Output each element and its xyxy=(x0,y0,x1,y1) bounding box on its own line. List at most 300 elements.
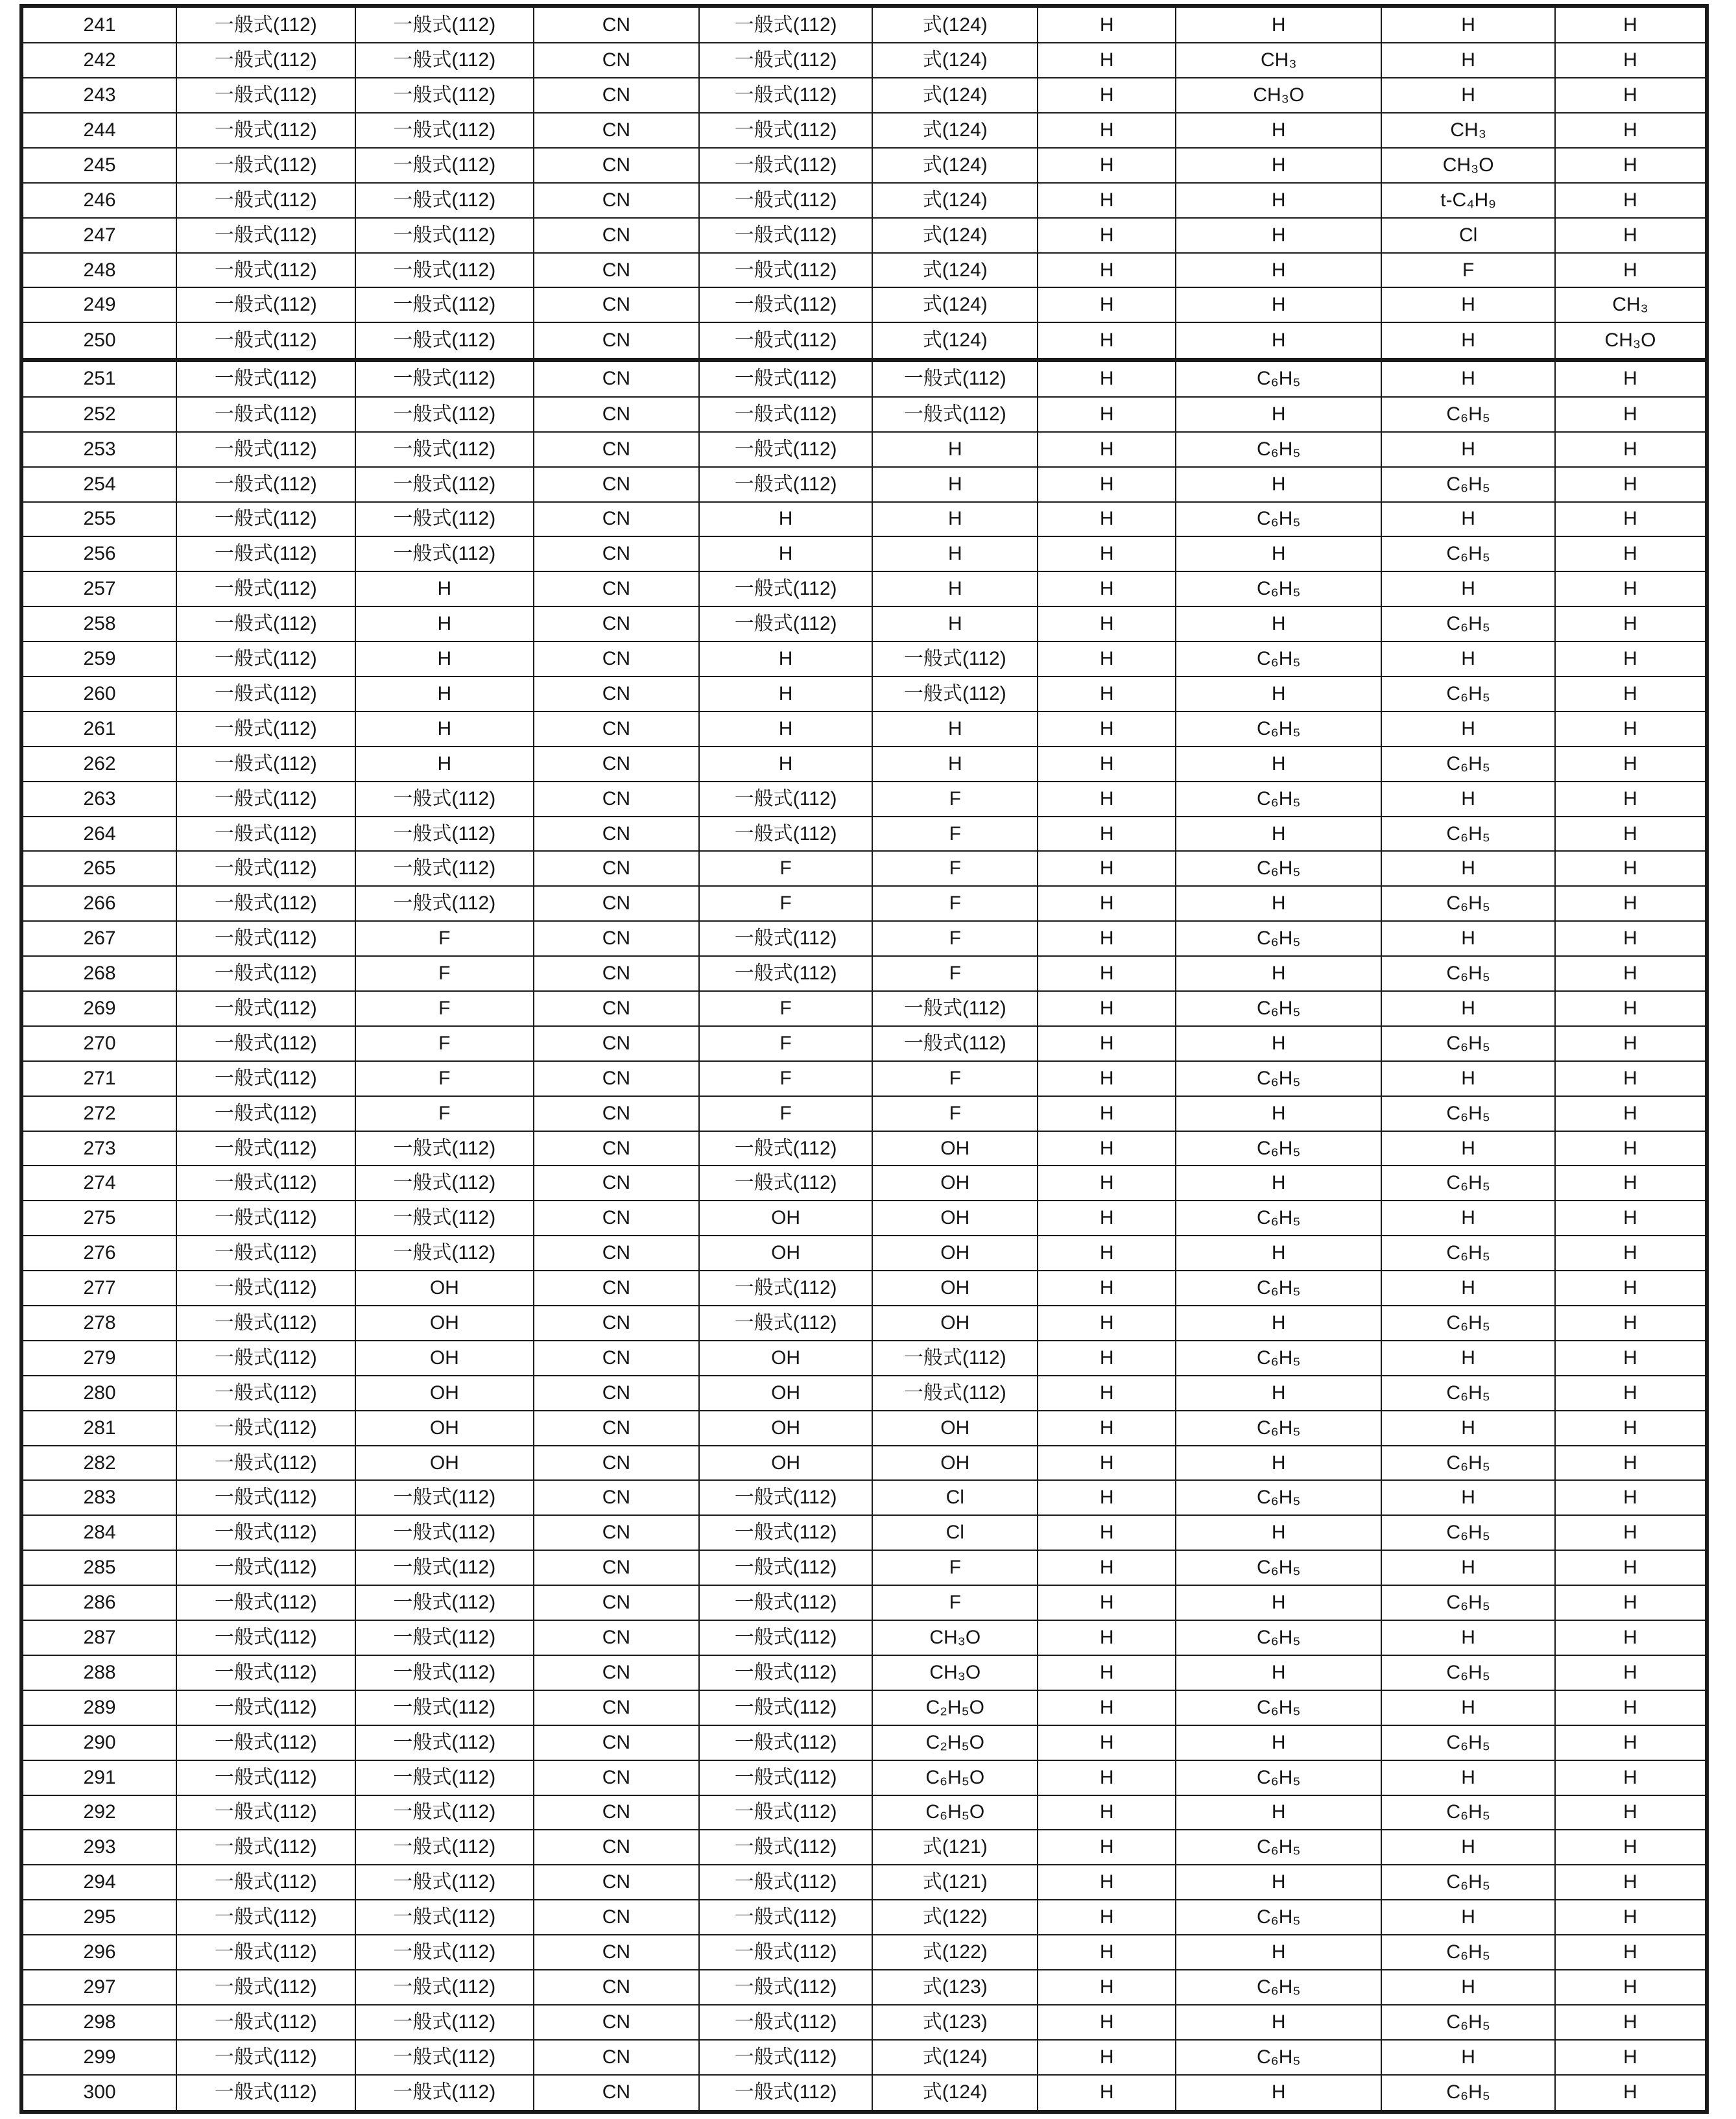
value-cell: 一般式(112) xyxy=(176,287,355,322)
value-cell: 一般式(112) xyxy=(699,1550,873,1585)
value-cell: CH₃ xyxy=(1176,43,1381,78)
value-cell: C₆H₅ xyxy=(1381,536,1555,571)
value-cell: 一般式(112) xyxy=(176,1725,355,1760)
table-row xyxy=(21,1061,1707,1096)
row-number-cell: 248 xyxy=(21,253,176,288)
value-cell: H xyxy=(1555,1725,1707,1760)
table-row xyxy=(21,432,1707,467)
value-cell: F xyxy=(699,1026,873,1061)
value-cell: H xyxy=(1176,1096,1381,1131)
value-cell: H xyxy=(1176,148,1381,183)
value-cell: F xyxy=(355,956,534,991)
value-cell: H xyxy=(1381,360,1555,397)
value-cell: 一般式(112) xyxy=(176,1865,355,1900)
value-cell: 一般式(112) xyxy=(176,2005,355,2040)
value-cell: 一般式(112) xyxy=(176,253,355,288)
value-cell: H xyxy=(1555,1446,1707,1481)
value-cell: C₆H₅O xyxy=(872,1795,1038,1830)
value-cell: CN xyxy=(534,571,699,606)
value-cell: H xyxy=(872,536,1038,571)
value-cell: 一般式(112) xyxy=(176,360,355,397)
value-cell: 一般式(112) xyxy=(355,2040,534,2075)
value-cell: CN xyxy=(534,1480,699,1515)
value-cell: H xyxy=(1038,571,1176,606)
value-cell: 一般式(112) xyxy=(699,921,873,956)
value-cell: H xyxy=(1038,2005,1176,2040)
value-cell: 一般式(112) xyxy=(699,6,873,43)
value-cell: 一般式(112) xyxy=(176,1131,355,1166)
value-cell: 一般式(112) xyxy=(872,1026,1038,1061)
value-cell: C₆H₅ xyxy=(1176,1900,1381,1935)
value-cell: 一般式(112) xyxy=(699,2040,873,2075)
value-cell: 一般式(112) xyxy=(176,467,355,502)
value-cell: H xyxy=(1555,712,1707,747)
value-cell: H xyxy=(1176,287,1381,322)
value-cell: 一般式(112) xyxy=(176,2075,355,2112)
value-cell: 一般式(112) xyxy=(699,1900,873,1935)
value-cell: 一般式(112) xyxy=(355,287,534,322)
value-cell: 一般式(112) xyxy=(176,641,355,676)
value-cell: H xyxy=(1038,1236,1176,1271)
value-cell: H xyxy=(1555,360,1707,397)
row-number-cell: 281 xyxy=(21,1411,176,1446)
value-cell: H xyxy=(1555,1166,1707,1201)
value-cell: H xyxy=(1038,6,1176,43)
table-row xyxy=(21,606,1707,641)
value-cell: 一般式(112) xyxy=(699,1690,873,1725)
value-cell: H xyxy=(1038,641,1176,676)
table-row xyxy=(21,956,1707,991)
value-cell: H xyxy=(1555,1515,1707,1550)
value-cell: 一般式(112) xyxy=(699,1166,873,1201)
value-cell: C₆H₅ xyxy=(1176,1131,1381,1166)
table-row xyxy=(21,1411,1707,1446)
value-cell: H xyxy=(1381,1550,1555,1585)
table-row xyxy=(21,253,1707,288)
value-cell: CN xyxy=(534,1970,699,2005)
value-cell: H xyxy=(1038,1725,1176,1760)
value-cell: 一般式(112) xyxy=(355,322,534,359)
value-cell: 一般式(112) xyxy=(699,571,873,606)
value-cell: C₆H₅ xyxy=(1176,571,1381,606)
value-cell: H xyxy=(1555,43,1707,78)
table-row xyxy=(21,676,1707,712)
value-cell: 一般式(112) xyxy=(872,676,1038,712)
value-cell: H xyxy=(699,712,873,747)
value-cell: H xyxy=(699,641,873,676)
value-cell: 一般式(112) xyxy=(176,218,355,253)
value-cell: H xyxy=(1176,1655,1381,1690)
value-cell: CN xyxy=(534,712,699,747)
value-cell: CN xyxy=(534,1061,699,1096)
table-row xyxy=(21,43,1707,78)
value-cell: 一般式(112) xyxy=(355,1690,534,1725)
value-cell: CN xyxy=(534,1446,699,1481)
value-cell: 一般式(112) xyxy=(699,1585,873,1620)
value-cell: H xyxy=(699,536,873,571)
value-cell: C₆H₅ xyxy=(1176,1061,1381,1096)
row-number-cell: 254 xyxy=(21,467,176,502)
value-cell: OH xyxy=(872,1411,1038,1446)
value-cell: H xyxy=(1381,43,1555,78)
value-cell: 一般式(112) xyxy=(699,148,873,183)
value-cell: 一般式(112) xyxy=(355,148,534,183)
value-cell: H xyxy=(1381,851,1555,886)
value-cell: C₆H₅ xyxy=(1381,1166,1555,1201)
row-number-cell: 299 xyxy=(21,2040,176,2075)
row-number-cell: 290 xyxy=(21,1725,176,1760)
value-cell: 一般式(112) xyxy=(355,1655,534,1690)
row-number-cell: 272 xyxy=(21,1096,176,1131)
value-cell: H xyxy=(1555,1376,1707,1411)
value-cell: CH₃O xyxy=(1381,148,1555,183)
value-cell: 一般式(112) xyxy=(176,1690,355,1725)
patent-table-region xyxy=(19,4,1709,2114)
value-cell: CN xyxy=(534,1690,699,1725)
row-number-cell: 286 xyxy=(21,1585,176,1620)
value-cell: 一般式(112) xyxy=(176,1585,355,1620)
value-cell: H xyxy=(1555,1760,1707,1795)
value-cell: CN xyxy=(534,1376,699,1411)
table-row xyxy=(21,183,1707,218)
table-row xyxy=(21,1935,1707,1970)
value-cell: C₆H₅ xyxy=(1381,1935,1555,1970)
value-cell: H xyxy=(1038,397,1176,432)
value-cell: CN xyxy=(534,1655,699,1690)
value-cell: 一般式(112) xyxy=(699,183,873,218)
value-cell: C₆H₅ xyxy=(1381,817,1555,852)
value-cell: H xyxy=(1555,148,1707,183)
row-number-cell: 288 xyxy=(21,1655,176,1690)
value-cell: H xyxy=(872,432,1038,467)
value-cell: CN xyxy=(534,360,699,397)
value-cell: OH xyxy=(699,1236,873,1271)
value-cell: H xyxy=(1381,6,1555,43)
value-cell: 一般式(112) xyxy=(355,1166,534,1201)
value-cell: H xyxy=(1176,956,1381,991)
value-cell: CH₃O xyxy=(872,1655,1038,1690)
value-cell: 一般式(112) xyxy=(699,1795,873,1830)
value-cell: H xyxy=(1555,1550,1707,1585)
value-cell: H xyxy=(1555,1411,1707,1446)
value-cell: C₆H₅ xyxy=(1176,502,1381,537)
value-cell: 式(124) xyxy=(872,6,1038,43)
value-cell: 一般式(112) xyxy=(355,397,534,432)
value-cell: H xyxy=(1555,183,1707,218)
row-number-cell: 271 xyxy=(21,1061,176,1096)
table-row xyxy=(21,1271,1707,1306)
value-cell: 一般式(112) xyxy=(176,1935,355,1970)
table-row xyxy=(21,1900,1707,1935)
value-cell: H xyxy=(1038,782,1176,817)
value-cell: 一般式(112) xyxy=(355,886,534,921)
value-cell: C₆H₅ xyxy=(1176,851,1381,886)
value-cell: C₆H₅O xyxy=(872,1760,1038,1795)
value-cell: H xyxy=(1038,432,1176,467)
table-row xyxy=(21,148,1707,183)
value-cell: H xyxy=(1381,1690,1555,1725)
value-cell: 一般式(112) xyxy=(176,1376,355,1411)
value-cell: H xyxy=(1176,2075,1381,2112)
table-body xyxy=(21,6,1707,2112)
row-number-cell: 287 xyxy=(21,1620,176,1655)
value-cell: C₆H₅ xyxy=(1176,1341,1381,1376)
value-cell: H xyxy=(1381,571,1555,606)
value-cell: 一般式(112) xyxy=(699,218,873,253)
row-number-cell: 245 xyxy=(21,148,176,183)
value-cell: H xyxy=(1381,1411,1555,1446)
table-row xyxy=(21,1341,1707,1376)
value-cell: C₆H₅ xyxy=(1381,1446,1555,1481)
value-cell: 一般式(112) xyxy=(355,1935,534,1970)
value-cell: 一般式(112) xyxy=(355,1970,534,2005)
table-row xyxy=(21,1515,1707,1550)
value-cell: H xyxy=(1176,536,1381,571)
value-cell: H xyxy=(1381,782,1555,817)
value-cell: C₆H₅ xyxy=(1381,467,1555,502)
value-cell: H xyxy=(1038,1900,1176,1935)
value-cell: H xyxy=(1038,1935,1176,1970)
value-cell: H xyxy=(1555,991,1707,1026)
value-cell: F xyxy=(872,886,1038,921)
row-number-cell: 257 xyxy=(21,571,176,606)
row-number-cell: 262 xyxy=(21,747,176,782)
table-row xyxy=(21,1026,1707,1061)
table-row xyxy=(21,113,1707,148)
value-cell: F xyxy=(1381,253,1555,288)
value-cell: 一般式(112) xyxy=(176,322,355,359)
value-cell: 一般式(112) xyxy=(355,1620,534,1655)
value-cell: H xyxy=(1176,1376,1381,1411)
value-cell: H xyxy=(355,712,534,747)
table-row xyxy=(21,1865,1707,1900)
value-cell: H xyxy=(1038,287,1176,322)
table-row xyxy=(21,1970,1707,2005)
value-cell: OH xyxy=(872,1306,1038,1341)
value-cell: C₆H₅ xyxy=(1176,360,1381,397)
value-cell: H xyxy=(1038,502,1176,537)
value-cell: H xyxy=(1555,747,1707,782)
value-cell: CN xyxy=(534,2005,699,2040)
value-cell: C₆H₅ xyxy=(1381,1236,1555,1271)
value-cell: OH xyxy=(699,1411,873,1446)
value-cell: 一般式(112) xyxy=(176,1026,355,1061)
value-cell: H xyxy=(1038,1620,1176,1655)
value-cell: H xyxy=(1381,1900,1555,1935)
value-cell: H xyxy=(1555,1655,1707,1690)
value-cell: H xyxy=(1038,218,1176,253)
row-number-cell: 273 xyxy=(21,1131,176,1166)
value-cell: H xyxy=(1555,641,1707,676)
value-cell: CN xyxy=(534,956,699,991)
value-cell: H xyxy=(355,676,534,712)
value-cell: H xyxy=(699,676,873,712)
value-cell: H xyxy=(1555,2075,1707,2112)
value-cell: H xyxy=(1555,1341,1707,1376)
value-cell: 一般式(112) xyxy=(176,1970,355,2005)
value-cell: 一般式(112) xyxy=(872,1376,1038,1411)
value-cell: CN xyxy=(534,2075,699,2112)
value-cell: CN xyxy=(534,1166,699,1201)
value-cell: H xyxy=(1555,1690,1707,1725)
value-cell: CN xyxy=(534,1131,699,1166)
value-cell: H xyxy=(1038,148,1176,183)
value-cell: 一般式(112) xyxy=(699,1830,873,1865)
row-number-cell: 300 xyxy=(21,2075,176,2112)
value-cell: CN xyxy=(534,747,699,782)
value-cell: H xyxy=(1176,1236,1381,1271)
row-number-cell: 256 xyxy=(21,536,176,571)
value-cell: 一般式(112) xyxy=(699,956,873,991)
value-cell: 一般式(112) xyxy=(699,43,873,78)
value-cell: H xyxy=(1038,360,1176,397)
value-cell: 一般式(112) xyxy=(699,1935,873,1970)
row-number-cell: 289 xyxy=(21,1690,176,1725)
value-cell: H xyxy=(1176,183,1381,218)
value-cell: H xyxy=(1038,1201,1176,1236)
value-cell: F xyxy=(872,921,1038,956)
value-cell: CN xyxy=(534,502,699,537)
value-cell: H xyxy=(1038,1795,1176,1830)
value-cell: H xyxy=(1555,6,1707,43)
value-cell: H xyxy=(1176,1026,1381,1061)
value-cell: H xyxy=(1176,113,1381,148)
value-cell: 一般式(112) xyxy=(355,1795,534,1830)
value-cell: C₆H₅ xyxy=(1176,1970,1381,2005)
value-cell: H xyxy=(1176,1725,1381,1760)
table-row xyxy=(21,2005,1707,2040)
value-cell: H xyxy=(1555,1620,1707,1655)
value-cell: 一般式(112) xyxy=(699,78,873,113)
value-cell: H xyxy=(1555,886,1707,921)
value-cell: H xyxy=(1381,1061,1555,1096)
value-cell: H xyxy=(1038,467,1176,502)
value-cell: C₆H₅ xyxy=(1381,1795,1555,1830)
value-cell: 一般式(112) xyxy=(355,43,534,78)
value-cell: H xyxy=(1381,991,1555,1026)
value-cell: 式(124) xyxy=(872,183,1038,218)
value-cell: H xyxy=(1381,287,1555,322)
value-cell: C₆H₅ xyxy=(1176,1620,1381,1655)
value-cell: C₆H₅ xyxy=(1381,1096,1555,1131)
value-cell: H xyxy=(1176,322,1381,359)
table-row xyxy=(21,1795,1707,1830)
value-cell: CN xyxy=(534,322,699,359)
value-cell: CN xyxy=(534,641,699,676)
value-cell: CN xyxy=(534,1096,699,1131)
value-cell: CN xyxy=(534,886,699,921)
value-cell: C₆H₅ xyxy=(1176,782,1381,817)
row-number-cell: 275 xyxy=(21,1201,176,1236)
value-cell: C₆H₅ xyxy=(1176,1830,1381,1865)
value-cell: OH xyxy=(355,1341,534,1376)
value-cell: H xyxy=(1176,676,1381,712)
value-cell: C₆H₅ xyxy=(1381,1515,1555,1550)
value-cell: H xyxy=(1381,78,1555,113)
value-cell: F xyxy=(872,817,1038,852)
value-cell: H xyxy=(1555,956,1707,991)
value-cell: CN xyxy=(534,78,699,113)
value-cell: CN xyxy=(534,1900,699,1935)
value-cell: H xyxy=(355,606,534,641)
value-cell: H xyxy=(1038,1550,1176,1585)
table-row xyxy=(21,1690,1707,1725)
value-cell: 一般式(112) xyxy=(699,1655,873,1690)
table-row xyxy=(21,1725,1707,1760)
row-number-cell: 282 xyxy=(21,1446,176,1481)
value-cell: H xyxy=(1038,1411,1176,1446)
value-cell: H xyxy=(1381,2040,1555,2075)
row-number-cell: 293 xyxy=(21,1830,176,1865)
value-cell: H xyxy=(1038,1865,1176,1900)
value-cell: 一般式(112) xyxy=(176,1201,355,1236)
value-cell: 一般式(112) xyxy=(355,360,534,397)
value-cell: C₆H₅ xyxy=(1176,712,1381,747)
value-cell: F xyxy=(699,1096,873,1131)
value-cell: H xyxy=(1555,1131,1707,1166)
value-cell: 一般式(112) xyxy=(699,1480,873,1515)
value-cell: CN xyxy=(534,1935,699,1970)
value-cell: CN xyxy=(534,817,699,852)
value-cell: C₆H₅ xyxy=(1176,1411,1381,1446)
value-cell: F xyxy=(355,1026,534,1061)
value-cell: H xyxy=(1038,921,1176,956)
value-cell: H xyxy=(1176,1446,1381,1481)
value-cell: 式(123) xyxy=(872,1970,1038,2005)
value-cell: C₆H₅ xyxy=(1381,1655,1555,1690)
value-cell: 一般式(112) xyxy=(699,1131,873,1166)
value-cell: H xyxy=(1038,1655,1176,1690)
value-cell: C₆H₅ xyxy=(1381,1026,1555,1061)
value-cell: CN xyxy=(534,43,699,78)
value-cell: H xyxy=(1038,322,1176,359)
value-cell: H xyxy=(1381,1620,1555,1655)
value-cell: CN xyxy=(534,113,699,148)
value-cell: CN xyxy=(534,782,699,817)
value-cell: 式(124) xyxy=(872,148,1038,183)
value-cell: 一般式(112) xyxy=(355,502,534,537)
value-cell: 一般式(112) xyxy=(176,1061,355,1096)
row-number-cell: 260 xyxy=(21,676,176,712)
row-number-cell: 241 xyxy=(21,6,176,43)
value-cell: H xyxy=(1038,113,1176,148)
value-cell: 一般式(112) xyxy=(872,397,1038,432)
value-cell: 式(124) xyxy=(872,322,1038,359)
value-cell: CN xyxy=(534,1865,699,1900)
value-cell: 一般式(112) xyxy=(355,1830,534,1865)
value-cell: F xyxy=(872,1550,1038,1585)
table-row xyxy=(21,1585,1707,1620)
value-cell: 一般式(112) xyxy=(355,1550,534,1585)
value-cell: H xyxy=(1038,1480,1176,1515)
value-cell: H xyxy=(1381,1830,1555,1865)
value-cell: 式(123) xyxy=(872,2005,1038,2040)
value-cell: 一般式(112) xyxy=(176,1096,355,1131)
value-cell: 一般式(112) xyxy=(176,956,355,991)
value-cell: H xyxy=(1038,606,1176,641)
value-cell: CN xyxy=(534,253,699,288)
value-cell: H xyxy=(1381,1131,1555,1166)
value-cell: 一般式(112) xyxy=(355,253,534,288)
value-cell: H xyxy=(1555,397,1707,432)
row-number-cell: 292 xyxy=(21,1795,176,1830)
value-cell: F xyxy=(355,991,534,1026)
value-cell: H xyxy=(872,502,1038,537)
value-cell: H xyxy=(1555,467,1707,502)
value-cell: 一般式(112) xyxy=(176,991,355,1026)
value-cell: OH xyxy=(355,1271,534,1306)
value-cell: H xyxy=(1381,712,1555,747)
